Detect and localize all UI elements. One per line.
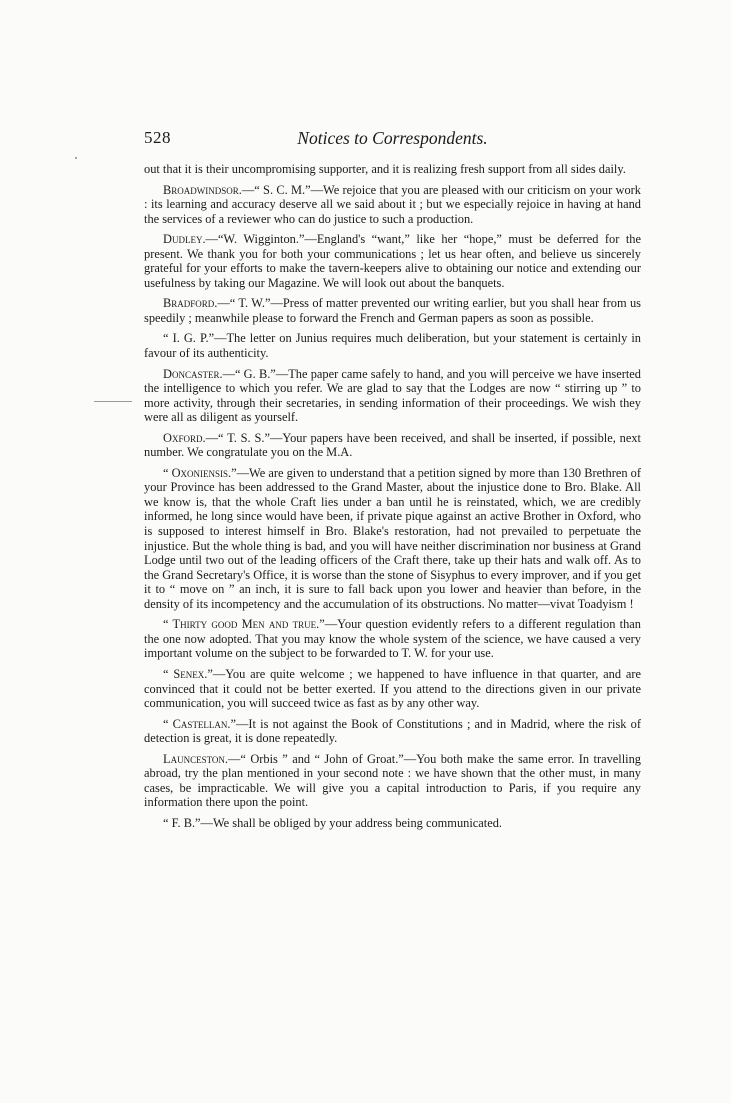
notice-paragraph (144, 232, 641, 290)
notice-paragraph (144, 183, 641, 227)
notice-paragraph (144, 667, 641, 711)
notice-text: —“ T. W.”—Press of matter prevented our writing earlier, but you shall hear from us speedily ; meanwhile please to forward the French and German papers as soon as possible. (144, 296, 641, 325)
notice-lead: Bradford. (163, 296, 218, 311)
notice-lead: “ Castellan. (163, 716, 231, 731)
notice-paragraph (144, 466, 641, 611)
notice-paragraph (144, 717, 641, 746)
notice-lead: Doncaster. (163, 366, 223, 381)
notices-column (144, 162, 641, 836)
notice-paragraph (144, 752, 641, 810)
page-header (144, 128, 641, 154)
notice-paragraph (144, 617, 641, 661)
notice-text: —“ G. B.”—The paper came safely to hand, and you will perceive we have inserted the intelligence to which you refer. We are glad to say that the Lodges are now “ stirring up ” to more activity, through their secretaries, in sending information of their proceedings. We wish they were all as diligent as yourself. (144, 366, 641, 425)
notice-lead: Oxford. (163, 430, 206, 445)
notice-text: ”—Your question evidently refers to a different regulation than the one now adopted. That you may know the whole system of the science, we have caused a very important volume on the subject to be forwarded to T. W. for your use. (144, 617, 641, 661)
notice-text: —“ S. C. M.”—We rejoice that you are pleased with our criticism on your work : its learning and accuracy deserve all we said about it ; but we especially rejoice in having at hand the services of a reviewer who can do justice to such a production. (144, 182, 641, 226)
notice-text: “ I. G. P.”—The letter on Junius requires much deliberation, but your statement is certainly in favour of its authenticity. (144, 331, 641, 361)
notice-paragraph (144, 296, 641, 325)
notice-lead: Dudley. (163, 232, 206, 247)
notice-lead: “ Thirty good Men and true. (163, 617, 320, 632)
notice-text: out that it is their uncompromising supporter, and it is realizing fresh support from all sides daily. (144, 162, 626, 176)
notice-paragraph (144, 162, 641, 177)
notice-lead: “ Oxoniensis. (163, 465, 232, 480)
notice-paragraph (144, 331, 641, 360)
notice-text: —“W. Wigginton.”—England's “want,” like her “hope,” must be deferred for the present. We thank you for both your communications ; let us hear often, and believe us sincerely grateful for your efforts to make the tavern-keepers alive to obtaining our notice and extending our usefulness by taking our Magazine. We will look out about the banquets. (144, 232, 641, 290)
notice-text: ”—It is not against the Book of Constitutions ; and in Madrid, where the risk of detection is great, it is done repeatedly. (144, 716, 641, 746)
notice-paragraph (144, 431, 641, 460)
notice-text: ”—We are given to understand that a petition signed by more than 130 Brethren of your Province has been addressed to the Grand Master, about the injustice done to Bro. Blake. All we know is, that the whole Craft lies under a ban until he is reinstated, which, we are credibly informed, he long since would have been, if private pique against an active Brother in Oxford, who is supposed to interest himself in Bro. Blake's restoration, had not prevailed to perpetuate the injustice. But the whole thing is bad, and you will have neither discrimination nor business at Grand Lodge until two out of the leading officers of the Craft there, take up their hats and walk off. As to the Grand Secretary's Office, it is worse than the stone of Sisyphus to every improver, and if you get it to “ move on ” an inch, it is sure to fall back upon you lower and heavier than before, in the density of its incompetency and the accumulation of its obstructions. No matter—vivat Toadyism ! (144, 465, 642, 611)
notice-lead: “ Senex. (163, 666, 208, 681)
notice-lead: Broadwindsor. (163, 182, 242, 197)
notice-paragraph (144, 816, 641, 831)
notice-text: —“ T. S. S.”—Your papers have been received, and shall be inserted, if possible, next number. We congratulate you on the M.A. (144, 430, 641, 460)
notice-lead: Launceston. (163, 751, 229, 766)
page-number: 528 (144, 128, 171, 147)
notice-text: ”—You are quite welcome ; we happened to have influence in that quarter, and are convinced that it could not be better exerted. If you attend to the directions given in our private communication, you will succeed twice as fast as by any other way. (144, 666, 641, 711)
margin-mark (94, 401, 132, 402)
notice-text: “ F. B.”—We shall be obliged by your address being communicated. (163, 815, 503, 830)
notice-paragraph (144, 367, 641, 425)
margin-dot (75, 157, 77, 159)
running-title: Notices to Correspondents. (297, 128, 488, 148)
notice-text: —“ Orbis ” and “ John of Groat.”—You both make the same error. In travelling abroad, try the plan mentioned in your second note : we have shown that the other must, in many cases, be impracticable. We will give you a capital introduction to Paris, if you require any information there upon the point. (144, 751, 641, 810)
